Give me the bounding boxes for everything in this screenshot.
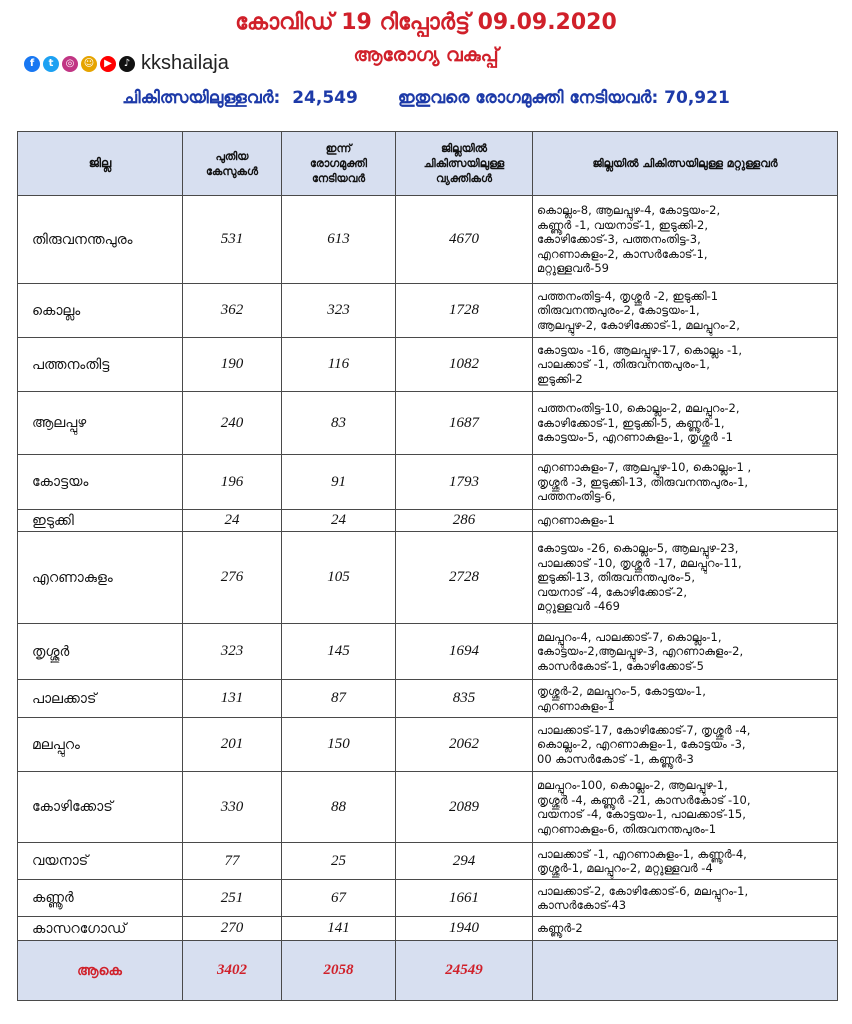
other-districts-cell: എറണാകുളം-7, ആലപ്പുഴ-10, കൊല്ലം-1 , തൃശ്ശൂർ -3, ഇടുക്കി-13, തിരുവനന്തപുരം-1, പത്തനംതിട്ട-6, <box>533 455 838 510</box>
new-cases-cell: 131 <box>183 680 282 718</box>
under-treatment-cell: 2728 <box>396 532 533 624</box>
header-new-cases: പുതിയ കേസുകൾ <box>183 132 282 196</box>
table-row <box>18 624 838 680</box>
twitter-icon: t <box>43 56 59 72</box>
new-cases-cell: 330 <box>183 772 282 843</box>
other-districts-cell: പാലക്കാട്-2, കോഴിക്കോട്-6, മലപ്പുറം-1, കാസർകോട്-43 <box>533 880 838 917</box>
header-recovered-today: ഇന്ന് രോഗമുക്തി നേടിയവർ <box>282 132 396 196</box>
district-cell: കണ്ണൂർ <box>18 880 183 917</box>
table-header-row <box>18 132 838 196</box>
district-cell: ആലപ്പുഴ <box>18 392 183 455</box>
under-treatment-cell: 294 <box>396 843 533 880</box>
under-treatment-cell: 1687 <box>396 392 533 455</box>
other-districts-cell: മലപ്പുറം-100, കൊല്ലം-2, ആലപ്പുഴ-1, തൃശ്ശൂർ -4, കണ്ണൂർ -21, കാസർകോട് -10, വയനാട് -4, കോട്ടയം-1, പാലക്കാട്-15, എറണാകുളം-6, തിരുവനന്തപുരം-1 <box>533 772 838 843</box>
new-cases-cell: 531 <box>183 196 282 284</box>
facebook-icon: f <box>24 56 40 72</box>
district-cell: എറണാകുളം <box>18 532 183 624</box>
district-table <box>17 131 838 1001</box>
under-treatment-cell: 2089 <box>396 772 533 843</box>
header-under-treatment: ജില്ലയിൽ ചികിത്സയിലുള്ള വ്യക്തികൾ <box>396 132 533 196</box>
table-row <box>18 917 838 941</box>
district-cell: ഇടുക്കി <box>18 510 183 532</box>
other-districts-cell: കോട്ടയം -16, ആലപ്പുഴ-17, കൊല്ലം -1, പാലക്കാട് -1, തിരുവനന്തപുരം-1, ഇടുക്കി-2 <box>533 338 838 392</box>
other-districts-cell: കണ്ണൂർ-2 <box>533 917 838 941</box>
table-row <box>18 338 838 392</box>
total-new-cases: 3402 <box>183 941 282 1001</box>
recovered-cell: 323 <box>282 284 396 338</box>
recovered-cell: 105 <box>282 532 396 624</box>
under-treatment-cell: 1940 <box>396 917 533 941</box>
under-treatment-summary: ചികിത്സയിലുള്ളവർ: 24,549 <box>122 88 358 108</box>
table-row <box>18 718 838 772</box>
table-row <box>18 510 838 532</box>
new-cases-cell: 240 <box>183 392 282 455</box>
total-label: ആകെ <box>18 941 183 1001</box>
under-treatment-cell: 1793 <box>396 455 533 510</box>
new-cases-cell: 251 <box>183 880 282 917</box>
recovered-cell: 25 <box>282 843 396 880</box>
snapchat-icon: ☺ <box>81 56 97 72</box>
social-handle-bar <box>24 52 229 75</box>
other-districts-cell: പാലക്കാട്-17, കോഴിക്കോട്-7, തൃശ്ശൂർ -4, കൊല്ലം-2, എറണാകുളം-1, കോട്ടയം -3, 00 കാസർകോട് -1, കണ്ണൂർ-3 <box>533 718 838 772</box>
header-other-districts: ജില്ലയിൽ ചികിത്സയിലുള്ള മറ്റുള്ളവർ <box>533 132 838 196</box>
table-row <box>18 880 838 917</box>
total-others <box>533 941 838 1001</box>
under-treatment-value: 24,549 <box>292 88 358 108</box>
district-cell: തൃശ്ശൂർ <box>18 624 183 680</box>
header-district: ജില്ല <box>18 132 183 196</box>
other-districts-cell: പാലക്കാട് -1, എറണാകുളം-1, കണ്ണൂർ-4, തൃശ്ശൂർ-1, മലപ്പുറം-2, മറ്റുള്ളവർ -4 <box>533 843 838 880</box>
district-cell: കാസറഗോഡ് <box>18 917 183 941</box>
under-treatment-cell: 1694 <box>396 624 533 680</box>
recovered-cell: 116 <box>282 338 396 392</box>
recovered-cell: 83 <box>282 392 396 455</box>
under-treatment-cell: 286 <box>396 510 533 532</box>
other-districts-cell: കോട്ടയം -26, കൊല്ലം-5, ആലപ്പുഴ-23, പാലക്കാട് -10, തൃശ്ശൂർ -17, മലപ്പുറം-11, ഇടുക്കി-13, തിരുവനന്തപുരം-5, വയനാട് -4, കോഴിക്കോട്-2, മറ്റുള്ളവർ -469 <box>533 532 838 624</box>
department-subtitle: ആരോഗ്യ വകുപ്പ് <box>353 44 499 66</box>
under-treatment-cell: 1082 <box>396 338 533 392</box>
other-districts-cell: മലപ്പുറം-4, പാലക്കാട്-7, കൊല്ലം-1, കോട്ടയം-2,ആലപ്പുഴ-3, എറണാകുളം-2, കാസർകോട്-1, കോഴിക്കോട്-5 <box>533 624 838 680</box>
table-row <box>18 392 838 455</box>
tiktok-icon: ♪ <box>119 56 135 72</box>
table-row <box>18 196 838 284</box>
new-cases-cell: 323 <box>183 624 282 680</box>
recovered-value: 70,921 <box>664 88 730 108</box>
recovered-cell: 24 <box>282 510 396 532</box>
recovered-cell: 91 <box>282 455 396 510</box>
recovered-cell: 88 <box>282 772 396 843</box>
new-cases-cell: 24 <box>183 510 282 532</box>
recovered-cell: 87 <box>282 680 396 718</box>
instagram-icon: ◎ <box>62 56 78 72</box>
new-cases-cell: 77 <box>183 843 282 880</box>
under-treatment-cell: 2062 <box>396 718 533 772</box>
new-cases-cell: 276 <box>183 532 282 624</box>
recovered-cell: 67 <box>282 880 396 917</box>
district-cell: കൊല്ലം <box>18 284 183 338</box>
table-row <box>18 772 838 843</box>
recovered-cell: 145 <box>282 624 396 680</box>
district-cell: മലപ്പുറം <box>18 718 183 772</box>
other-districts-cell: പത്തനംതിട്ട-4, തൃശ്ശൂർ -2, ഇടുക്കി-1 തിരുവനന്തപുരം-2, കോട്ടയം-1, ആലപ്പുഴ-2, കോഴിക്കോട്-1, മലപ്പുറം-2, <box>533 284 838 338</box>
under-treatment-cell: 835 <box>396 680 533 718</box>
table-row <box>18 680 838 718</box>
recovered-cell: 613 <box>282 196 396 284</box>
new-cases-cell: 270 <box>183 917 282 941</box>
other-districts-cell: പത്തനംതിട്ട-10, കൊല്ലം-2, മലപ്പുറം-2, കോഴിക്കോട്-1, ഇടുക്കി-5, കണ്ണൂർ-1, കോട്ടയം-5, എറണാകുളം-1, തൃശ്ശൂർ -1 <box>533 392 838 455</box>
total-recovered: 2058 <box>282 941 396 1001</box>
district-cell: വയനാട് <box>18 843 183 880</box>
report-title: കോവിഡ് 19 റിപ്പോർട്ട് 09.09.2020 <box>235 10 617 35</box>
district-cell: തിരുവനന്തപുരം <box>18 196 183 284</box>
new-cases-cell: 362 <box>183 284 282 338</box>
total-row <box>18 941 838 1001</box>
district-cell: പത്തനംതിട്ട <box>18 338 183 392</box>
social-handle: kkshailaja <box>141 52 229 74</box>
new-cases-cell: 201 <box>183 718 282 772</box>
table-row <box>18 284 838 338</box>
total-under-treatment: 24549 <box>396 941 533 1001</box>
new-cases-cell: 196 <box>183 455 282 510</box>
under-treatment-cell: 4670 <box>396 196 533 284</box>
recovered-cell: 141 <box>282 917 396 941</box>
district-cell: കോട്ടയം <box>18 455 183 510</box>
recovered-cell: 150 <box>282 718 396 772</box>
district-cell: കോഴിക്കോട് <box>18 772 183 843</box>
other-districts-cell: കൊല്ലം-8, ആലപ്പുഴ-4, കോട്ടയം-2, കണ്ണൂർ -1, വയനാട്-1, ഇടുക്കി-2, കോഴിക്കോട്-3, പത്തനംതിട്ട-3, എറണാകുളം-2, കാസർകോട്-1, മറ്റുള്ളവർ-59 <box>533 196 838 284</box>
under-treatment-cell: 1728 <box>396 284 533 338</box>
youtube-icon: ▶ <box>100 56 116 72</box>
recovered-summary: ഇതുവരെ രോഗമുക്തി നേടിയവർ: 70,921 <box>397 88 730 108</box>
table-row <box>18 455 838 510</box>
under-treatment-cell: 1661 <box>396 880 533 917</box>
table-row <box>18 843 838 880</box>
other-districts-cell: തൃശ്ശൂർ-2, മലപ്പുറം-5, കോട്ടയം-1, എറണാകുളം-1 <box>533 680 838 718</box>
new-cases-cell: 190 <box>183 338 282 392</box>
district-cell: പാലക്കാട് <box>18 680 183 718</box>
summary-bar <box>0 88 852 108</box>
table-row <box>18 532 838 624</box>
other-districts-cell: എറണാകുളം-1 <box>533 510 838 532</box>
